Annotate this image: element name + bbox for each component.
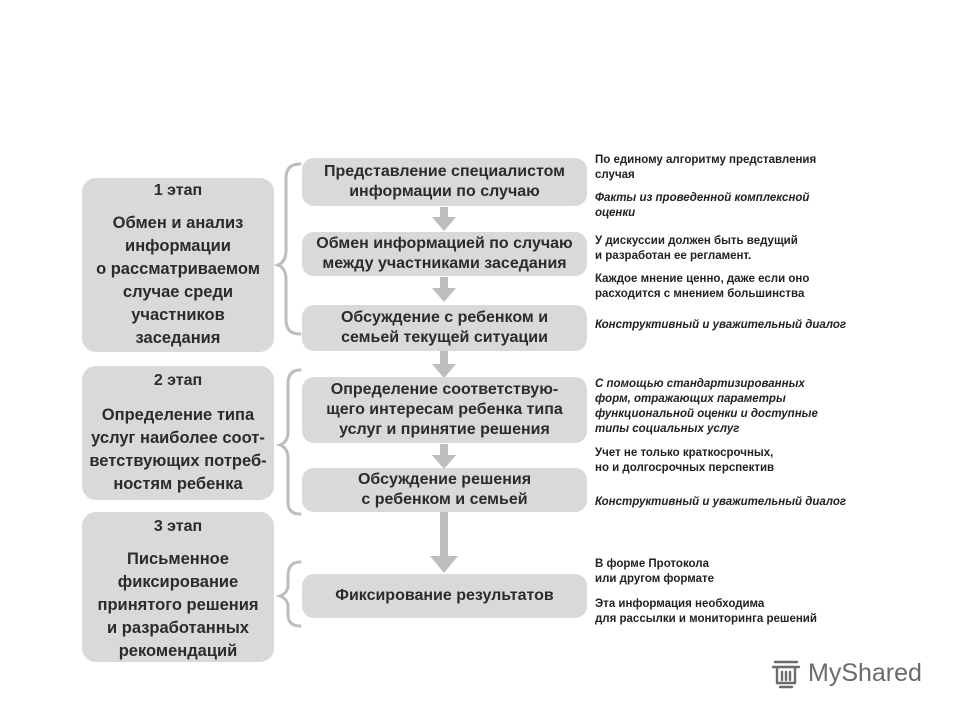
stage-1-line: Обмен и анализ	[112, 214, 244, 232]
arrow-down-5	[430, 512, 458, 573]
myshared-logo	[770, 656, 922, 690]
note-3	[595, 234, 798, 264]
bracket-stage-1	[278, 164, 300, 334]
note-2	[595, 191, 809, 221]
note-line: С помощью стандартизированных	[595, 378, 805, 390]
stage-2-title: 2 этап	[153, 372, 203, 389]
arrow-down-2	[432, 277, 456, 302]
step-4-line: щего интересам ребенка типа	[326, 401, 563, 418]
note-line: В форме Протокола	[595, 558, 709, 570]
stage-3-title: 3 этап	[153, 518, 203, 535]
step-box-1	[302, 158, 587, 206]
stage-1-line: участников	[131, 306, 225, 324]
note-line: Конструктивный и уважительный диалог	[595, 319, 847, 331]
step-box-4	[302, 377, 587, 443]
step-2-line: между участниками заседания	[322, 255, 567, 272]
step-4-line: услуг и принятие решения	[339, 421, 550, 438]
stage-2-line: ностям ребенка	[113, 475, 243, 493]
note-line: типы социальных услуг	[595, 423, 740, 435]
note-line: Учет не только краткосрочных,	[595, 447, 774, 459]
arrow-down-1	[432, 207, 456, 231]
note-line: и разработан ее регламент.	[595, 250, 752, 262]
step-box-6	[302, 574, 587, 618]
note-line: Факты из проведенной комплексной	[595, 192, 810, 204]
note-line: По единому алгоритму представления	[595, 154, 817, 166]
step-5-line: с ребенком и семьей	[361, 491, 528, 508]
stage-3-line: и разработанных	[107, 619, 249, 637]
note-6	[595, 377, 818, 437]
note-4	[595, 272, 809, 302]
note-line: или другом формате	[595, 573, 715, 585]
step-5-line: Обсуждение решения	[357, 471, 532, 488]
step-box-3	[302, 305, 587, 351]
note-line: Каждое мнение ценно, даже если оно	[595, 273, 810, 285]
step-6-line: Фиксирование результатов	[335, 587, 554, 604]
note-line: но и долгосрочных перспектив	[595, 462, 775, 474]
step-2-line: Обмен информацией по случаю	[316, 235, 573, 252]
step-3-line: семьей текущей ситуации	[341, 329, 548, 346]
note-line: форм, отражающих параметры	[595, 393, 786, 405]
step-1-line: информации по случаю	[349, 183, 540, 200]
stage-2-line: Определение типа	[101, 406, 255, 424]
step-1-line: Представление специалистом	[323, 163, 566, 180]
stage-1-line: о рассматриваемом	[96, 260, 260, 278]
note-line: функциональной оценки и доступные	[595, 408, 818, 420]
note-line: расходится с мнением большинства	[595, 288, 805, 300]
stage-3-line: рекомендаций	[118, 642, 238, 660]
stage-1-line: заседания	[135, 329, 221, 347]
note-10	[595, 597, 817, 627]
myshared-logo-icon	[770, 656, 802, 690]
note-line: оценки	[595, 207, 636, 219]
logo-text: MyShared	[808, 658, 922, 687]
stage-1-line: информации	[125, 237, 231, 255]
bracket-stage-2	[280, 370, 300, 514]
note-5	[595, 318, 846, 333]
step-box-5	[302, 468, 587, 512]
bracket-stage-3	[280, 562, 300, 626]
stage-1-title: 1 этап	[153, 182, 203, 199]
note-line: У дискуссии должен быть ведущий	[595, 235, 798, 247]
note-9	[595, 557, 714, 587]
arrow-down-3	[432, 351, 456, 378]
note-line: для рассылки и мониторинга решений	[595, 613, 817, 625]
step-4-line: Определение соответствую-	[330, 381, 559, 398]
step-box-2	[302, 232, 587, 276]
stage-2-line: ветствующих потреб-	[89, 452, 267, 470]
stage-3-line: принятого решения	[97, 596, 259, 614]
note-line: Конструктивный и уважительный диалог	[595, 496, 847, 508]
note-line: Эта информация необходима	[595, 598, 765, 610]
arrow-down-4	[432, 444, 456, 469]
step-3-line: Обсуждение с ребенком и	[340, 309, 549, 326]
note-line: случая	[595, 169, 635, 181]
note-1	[595, 153, 816, 183]
stage-3-line: фиксирование	[117, 573, 239, 591]
stage-2-line: услуг наиболее соот-	[91, 429, 265, 447]
stage-1-line: случае среди	[122, 283, 234, 301]
stage-3-line: Письменное	[127, 550, 229, 568]
note-7	[595, 446, 774, 476]
note-8	[595, 495, 846, 510]
